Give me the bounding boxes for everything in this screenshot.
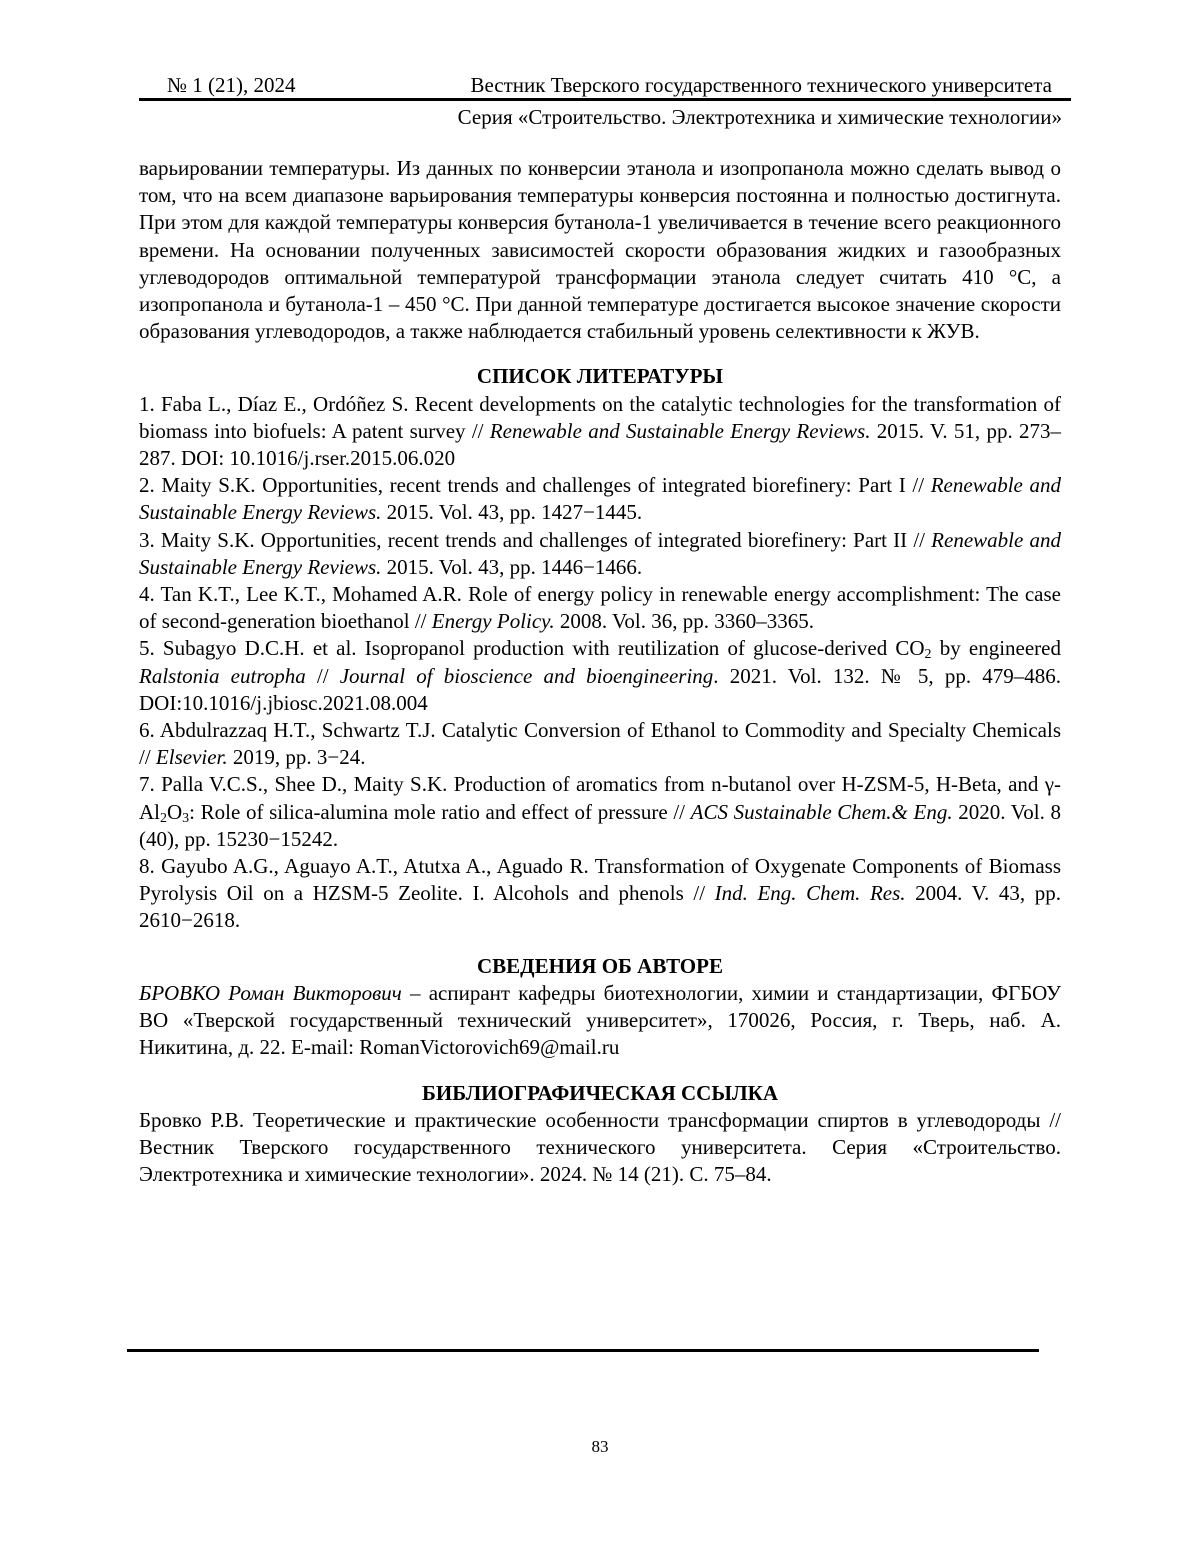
citation-title: БИБЛИОГРАФИЧЕСКАЯ ССЫЛКА — [422, 1080, 778, 1105]
reference-item: 7. Palla V.C.S., Shee D., Maity S.K. Production of aromatics from n-butanol over H-ZSM-5, H-Beta, and $\gamma-Al_2O_3$: Role of silica-alumina mole ratio and effect of pressure // ACS Sustainable Chem.& Eng. 2020. Vol. 8 (40), pp. 15230−15242. — [139, 772, 1061, 851]
body-paragraph: варьировании температуры. Из данных по конверсии этанола и изопропанола можно сделать вывод о том, что на всем диапазоне варьирования температуры конверсия постоянна и полностью достигнута. При этом для каждой температуры конверсия бутанола-1 увеличивается в течение всего реакционного времени. На основании полученных зависимостей скорости образования жидких и газообразных углеводородов оптимальной температурой трансформации этанола следует считать 410 °С, а изопропанола и бутанола-1 – 450 °С. При данной температуре достигается высокое значение скорости образования углеводородов, а также наблюдается стабильный уровень селективности к ЖУВ. — [139, 156, 1061, 344]
author-name: БРОВКО Роман Викторович — [139, 980, 402, 1005]
reference-item: 5. Subagyo D.C.H. et al. Isopropanol production with reutilization of glucose-derived $CO_2$ by engineered Ralstonia eutropha // Journal of bioscience and bioengineering. 2021. Vol. 132. № 5, pp. 479–486. DOI:10.1016/j.jbiosc.2021.08.004 — [139, 636, 1061, 715]
citation-text: Бровко Р.В. Теоретические и практические особенности трансформации спиртов в углеводороды // Вестник Тверского государственного технического университета. Серия «Строительство. Электротехника и химические технологии». 2024. № 14 (21). С. 75–84. — [139, 1107, 1061, 1187]
page-content — [139, 155, 1061, 1188]
reference-item: 1. Faba L., Díaz E., Ordóñez S. Recent developments on the catalytic technologies for the transformation of biomass into biofuels: A patent survey // Renewable and Sustainable Energy Reviews. 2015. V. 51, pp. 273–287. DOI: 10.1016/j.rser.2015.06.020 — [139, 391, 1061, 471]
reference-item: 3. Maity S.K. Opportunities, recent trends and challenges of integrated biorefinery: Part II // Renewable and Sustainable Energy Reviews. 2015. Vol. 43, pp. 1446−1466. — [139, 527, 1061, 579]
reference-item: 6. Abdulrazzaq H.T., Schwartz T.J. Catalytic Conversion of Ethanol to Commodity and Specialty Chemicals // Elsevier. 2019, pp. 3−24. — [139, 718, 1061, 770]
series-title: Серия «Строительство. Электротехника и химические технологии» — [457, 105, 1062, 129]
footer-rule — [127, 1349, 1039, 1352]
header-rule — [139, 98, 1071, 101]
journal-title: Вестник Тверского государственного технического университета — [470, 73, 1052, 97]
issue-number: № 1 (21), 2024 — [167, 73, 296, 97]
reference-item: 8. Gayubo A.G., Aguayo A.T., Atutxa A., Aguado R. Transformation of Oxygenate Components of Biomass Pyrolysis Oil on a HZSM-5 Zeolite. I. Alcohols and phenols // Ind. Eng. Chem. Res. 2004. V. 43, pp. 2610−2618. — [139, 854, 1061, 933]
author-info: БРОВКО Роман Викторович – аспирант кафедры биотехнологии, химии и стандартизации, ФГБОУ ВО «Тверской государственный технический университет», 170026, Россия, г. Тверь, наб. А. Никитина, д. 22. E-mail: RomanVictorovich69@mail.ru — [139, 980, 1062, 1060]
reference-item: 4. Tan K.T., Lee K.T., Mohamed A.R. Role of energy policy in renewable energy accomplishment: The case of second-generation bioethanol // Energy Policy. 2008. Vol. 36, pp. 3360–3365. — [139, 582, 1061, 634]
references-title: СПИСОК ЛИТЕРАТУРЫ — [476, 364, 724, 389]
author-title: СВЕДЕНИЯ ОБ АВТОРЕ — [477, 953, 723, 978]
page-number: 83 — [591, 1437, 609, 1456]
reference-item: 2. Maity S.K. Opportunities, recent trends and challenges of integrated biorefinery: Part I // Renewable and Sustainable Energy Reviews. 2015. Vol. 43, pp. 1427−1445. — [139, 473, 1061, 525]
